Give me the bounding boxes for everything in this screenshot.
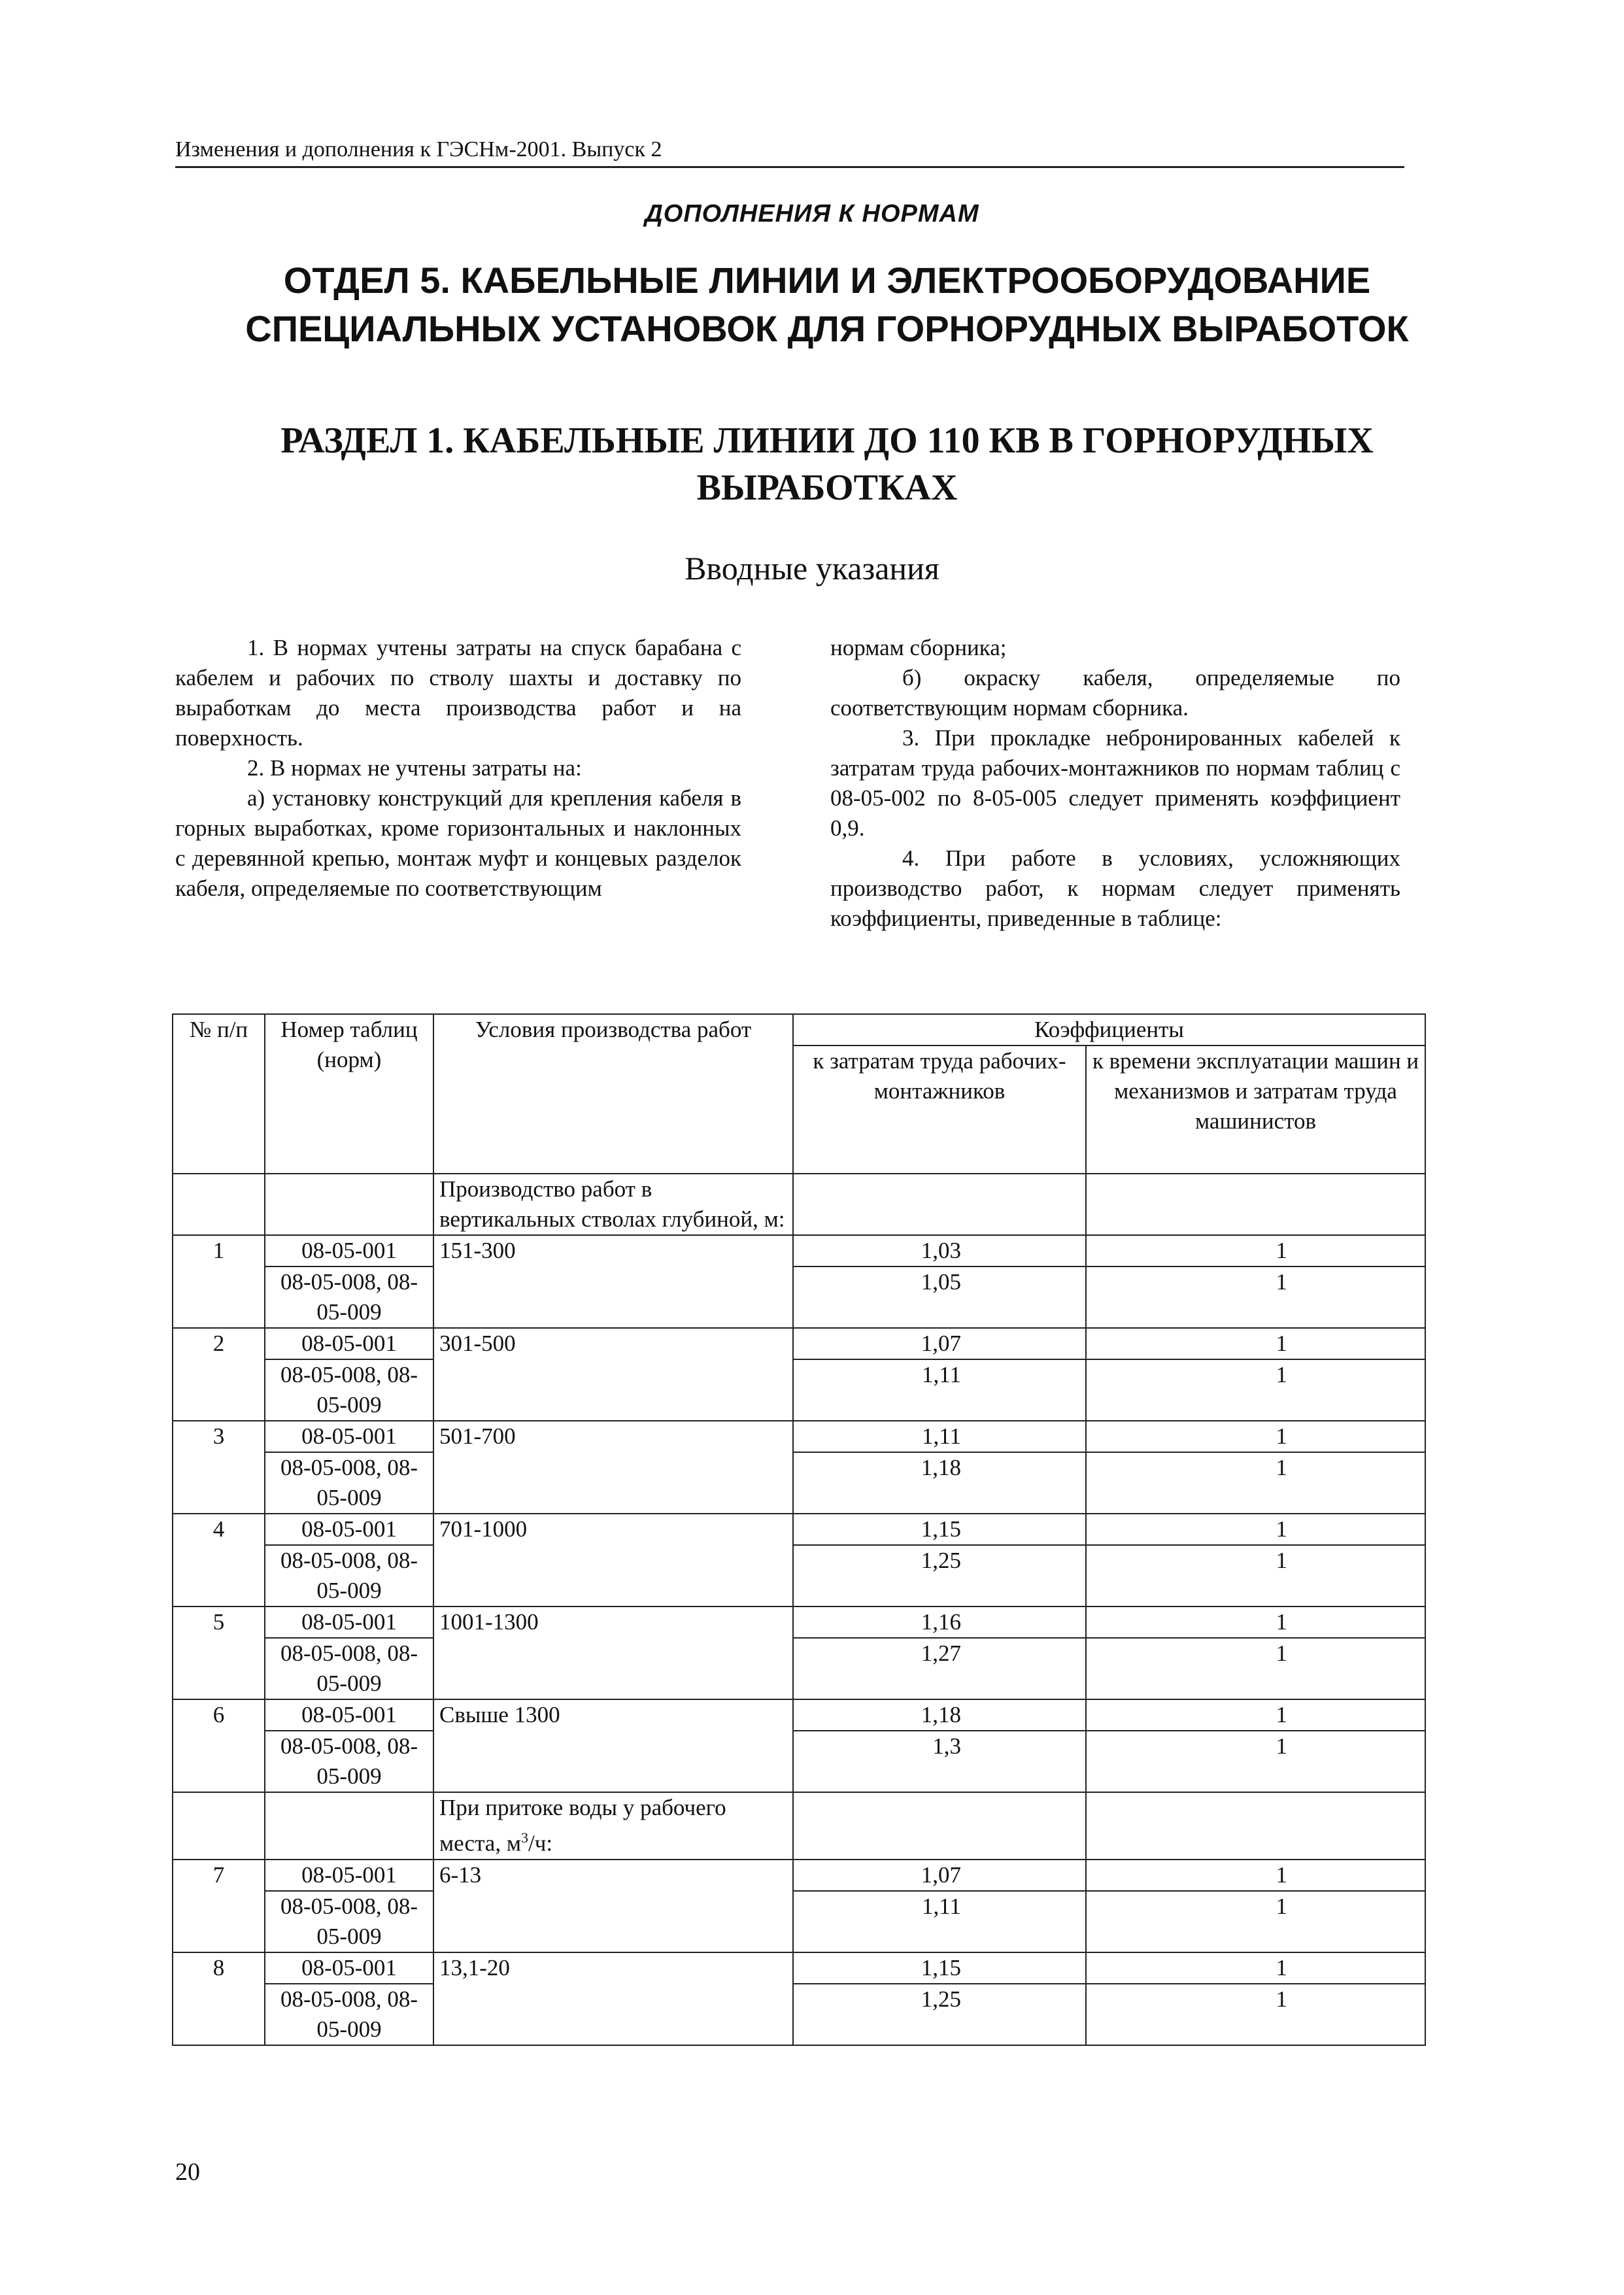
right-column-paragraph: б) окраску кабеля, определяемые по соответствующим нормам сборника.: [830, 665, 1400, 721]
running-header: Изменения и дополнения к ГЭСНм-2001. Выпуск 2: [175, 137, 1404, 168]
header-coefficients: Коэффициенты: [793, 1014, 1425, 1046]
labor-coefficient: 1,05: [793, 1266, 1086, 1328]
group-title: [433, 1792, 793, 1860]
labor-coefficient: 1,25: [793, 1545, 1086, 1606]
left-column-paragraph: 2. В нормах не учтены затраты на:: [247, 755, 582, 781]
right-column-paragraph: 3. При прокладке небронированных кабелей к затратам труда рабочих-монтажников по нормам таблиц с 08-05-002 по 8-05-005 следует применять коэффициент 0,9.: [830, 725, 1400, 841]
table-row: [173, 1891, 1425, 1952]
labor-coefficient: 1,11: [793, 1891, 1086, 1952]
header-conditions: Условия производства работ: [433, 1014, 793, 1174]
table-number: 08-05-008, 08-05-009: [265, 1545, 433, 1606]
labor-coefficient: 1,15: [793, 1952, 1086, 1984]
table-row: [173, 1638, 1425, 1699]
labor-coefficient: 1,18: [793, 1699, 1086, 1731]
labor-coefficient: 1,3: [793, 1731, 1086, 1792]
row-number: 6: [173, 1699, 265, 1792]
table-number: 08-05-008, 08-05-009: [265, 1359, 433, 1421]
row-number: 4: [173, 1514, 265, 1606]
table-row: [173, 1984, 1425, 2045]
labor-coefficient: 1,18: [793, 1452, 1086, 1514]
row-number: 5: [173, 1606, 265, 1699]
labor-coefficient: 1,11: [793, 1421, 1086, 1452]
labor-coefficient: 1,07: [793, 1860, 1086, 1891]
empty-cell: [265, 1792, 433, 1860]
table-row: [173, 1606, 1425, 1638]
table-row: [173, 1235, 1425, 1266]
table-number: 08-05-008, 08-05-009: [265, 1984, 433, 2045]
condition: 301-500: [433, 1328, 793, 1421]
condition: 13,1-20: [433, 1952, 793, 2045]
table-number: 08-05-001: [265, 1421, 433, 1452]
labor-coefficient: 1,27: [793, 1638, 1086, 1699]
header-num: № п/п: [173, 1014, 265, 1174]
machine-coefficient: 1: [1086, 1514, 1425, 1545]
machine-coefficient: 1: [1086, 1359, 1425, 1421]
machine-coefficient: 1: [1086, 1235, 1425, 1266]
machine-coefficient: 1: [1086, 1545, 1425, 1606]
group-title-row: [173, 1792, 1425, 1860]
table-row: [173, 1699, 1425, 1731]
page-number: 20: [175, 2158, 200, 2186]
row-number: 7: [173, 1860, 265, 1952]
empty-cell: [1086, 1174, 1425, 1235]
header-machines: к времени эксплуатации машин и механизмов и затратам труда машинистов: [1086, 1046, 1425, 1174]
labor-coefficient: 1,11: [793, 1359, 1086, 1421]
table-number: 08-05-001: [265, 1860, 433, 1891]
right-column-paragraph: 4. При работе в условиях, усложняющих производство работ, к нормам следует применять коэффициенты, приведенные в таблице:: [830, 845, 1400, 931]
group-title: Производство работ в вертикальных стволах глубиной, м:: [433, 1174, 793, 1235]
machine-coefficient: 1: [1086, 1699, 1425, 1731]
row-number: 3: [173, 1421, 265, 1514]
labor-coefficient: 1,07: [793, 1328, 1086, 1359]
right-column-paragraph: нормам сборника;: [830, 635, 1007, 660]
machine-coefficient: 1: [1086, 1328, 1425, 1359]
row-number: 2: [173, 1328, 265, 1421]
empty-cell: [173, 1174, 265, 1235]
condition: 501-700: [433, 1421, 793, 1514]
group-title-unit: /ч:: [528, 1830, 553, 1856]
table-number: 08-05-008, 08-05-009: [265, 1891, 433, 1952]
machine-coefficient: 1: [1086, 1452, 1425, 1514]
group-title-row: [173, 1174, 1425, 1235]
machine-coefficient: 1: [1086, 1952, 1425, 1984]
group-title-superscript: 3: [521, 1829, 528, 1846]
table-row: [173, 1421, 1425, 1452]
table-number: 08-05-001: [265, 1952, 433, 1984]
left-column-paragraph: а) установку конструкций для крепления кабеля в горных выработках, кроме горизонтальных и наклонных с деревянной крепью, монтаж муфт и концевых разделок кабеля, определяемые по соответствующим: [175, 785, 741, 901]
table-number: 08-05-008, 08-05-009: [265, 1452, 433, 1514]
table-row: [173, 1731, 1425, 1792]
header-table-no: Номер таблиц (норм): [265, 1014, 433, 1174]
condition: 151-300: [433, 1235, 793, 1328]
table-row: [173, 1359, 1425, 1421]
condition: 701-1000: [433, 1514, 793, 1606]
table-row: [173, 1952, 1425, 1984]
condition: Свыше 1300: [433, 1699, 793, 1792]
table-row: [173, 1452, 1425, 1514]
table-number: 08-05-001: [265, 1699, 433, 1731]
condition: 1001-1300: [433, 1606, 793, 1699]
section-title: РАЗДЕЛ 1. КАБЕЛЬНЫЕ ЛИНИИ ДО 110 КВ В ГОРНОРУДНЫХ ВЫРАБОТКАХ: [280, 420, 1374, 508]
empty-cell: [793, 1792, 1086, 1860]
supplement-title: ДОПОЛНЕНИЯ К НОРМАМ: [645, 200, 979, 228]
empty-cell: [265, 1174, 433, 1235]
table-row: [173, 1514, 1425, 1545]
machine-coefficient: 1: [1086, 1984, 1425, 2045]
machine-coefficient: 1: [1086, 1891, 1425, 1952]
labor-coefficient: 1,15: [793, 1514, 1086, 1545]
table-number: 08-05-001: [265, 1606, 433, 1638]
table-number: 08-05-001: [265, 1328, 433, 1359]
table-row: [173, 1266, 1425, 1328]
labor-coefficient: 1,03: [793, 1235, 1086, 1266]
machine-coefficient: 1: [1086, 1266, 1425, 1328]
row-number: 8: [173, 1952, 265, 2045]
left-column-paragraph: 1. В нормах учтены затраты на спуск барабана с кабелем и рабочих по стволу шахты и доставку по выработкам до места производства работ и на поверхность.: [175, 635, 741, 751]
condition: 6-13: [433, 1860, 793, 1952]
table-row: [173, 1860, 1425, 1891]
labor-coefficient: 1,16: [793, 1606, 1086, 1638]
table-number: 08-05-008, 08-05-009: [265, 1731, 433, 1792]
table-header-row: [173, 1014, 1425, 1046]
machine-coefficient: 1: [1086, 1731, 1425, 1792]
empty-cell: [793, 1174, 1086, 1235]
table-number: 08-05-008, 08-05-009: [265, 1266, 433, 1328]
table-row: [173, 1328, 1425, 1359]
department-title: ОТДЕЛ 5. КАБЕЛЬНЫЕ ЛИНИИ И ЭЛЕКТРООБОРУДОВАНИЕ СПЕЦИАЛЬНЫХ УСТАНОВОК ДЛЯ ГОРНОРУДНЫХ ВЫРАБОТОК: [245, 260, 1409, 349]
table-number: 08-05-001: [265, 1235, 433, 1266]
machine-coefficient: 1: [1086, 1860, 1425, 1891]
header-labor: к затратам труда рабочих-монтажников: [793, 1046, 1086, 1174]
empty-cell: [1086, 1792, 1425, 1860]
row-number: 1: [173, 1235, 265, 1328]
coefficients-table: [172, 1013, 1426, 2046]
left-column: [175, 633, 741, 904]
machine-coefficient: 1: [1086, 1606, 1425, 1638]
machine-coefficient: 1: [1086, 1421, 1425, 1452]
machine-coefficient: 1: [1086, 1638, 1425, 1699]
table-row: [173, 1545, 1425, 1606]
group-title-text: При притоке воды у рабочего места, м: [439, 1795, 726, 1856]
table-number: 08-05-001: [265, 1514, 433, 1545]
labor-coefficient: 1,25: [793, 1984, 1086, 2045]
empty-cell: [173, 1792, 265, 1860]
right-column: [830, 633, 1400, 934]
table-number: 08-05-008, 08-05-009: [265, 1638, 433, 1699]
intro-title: Вводные указания: [685, 550, 939, 586]
